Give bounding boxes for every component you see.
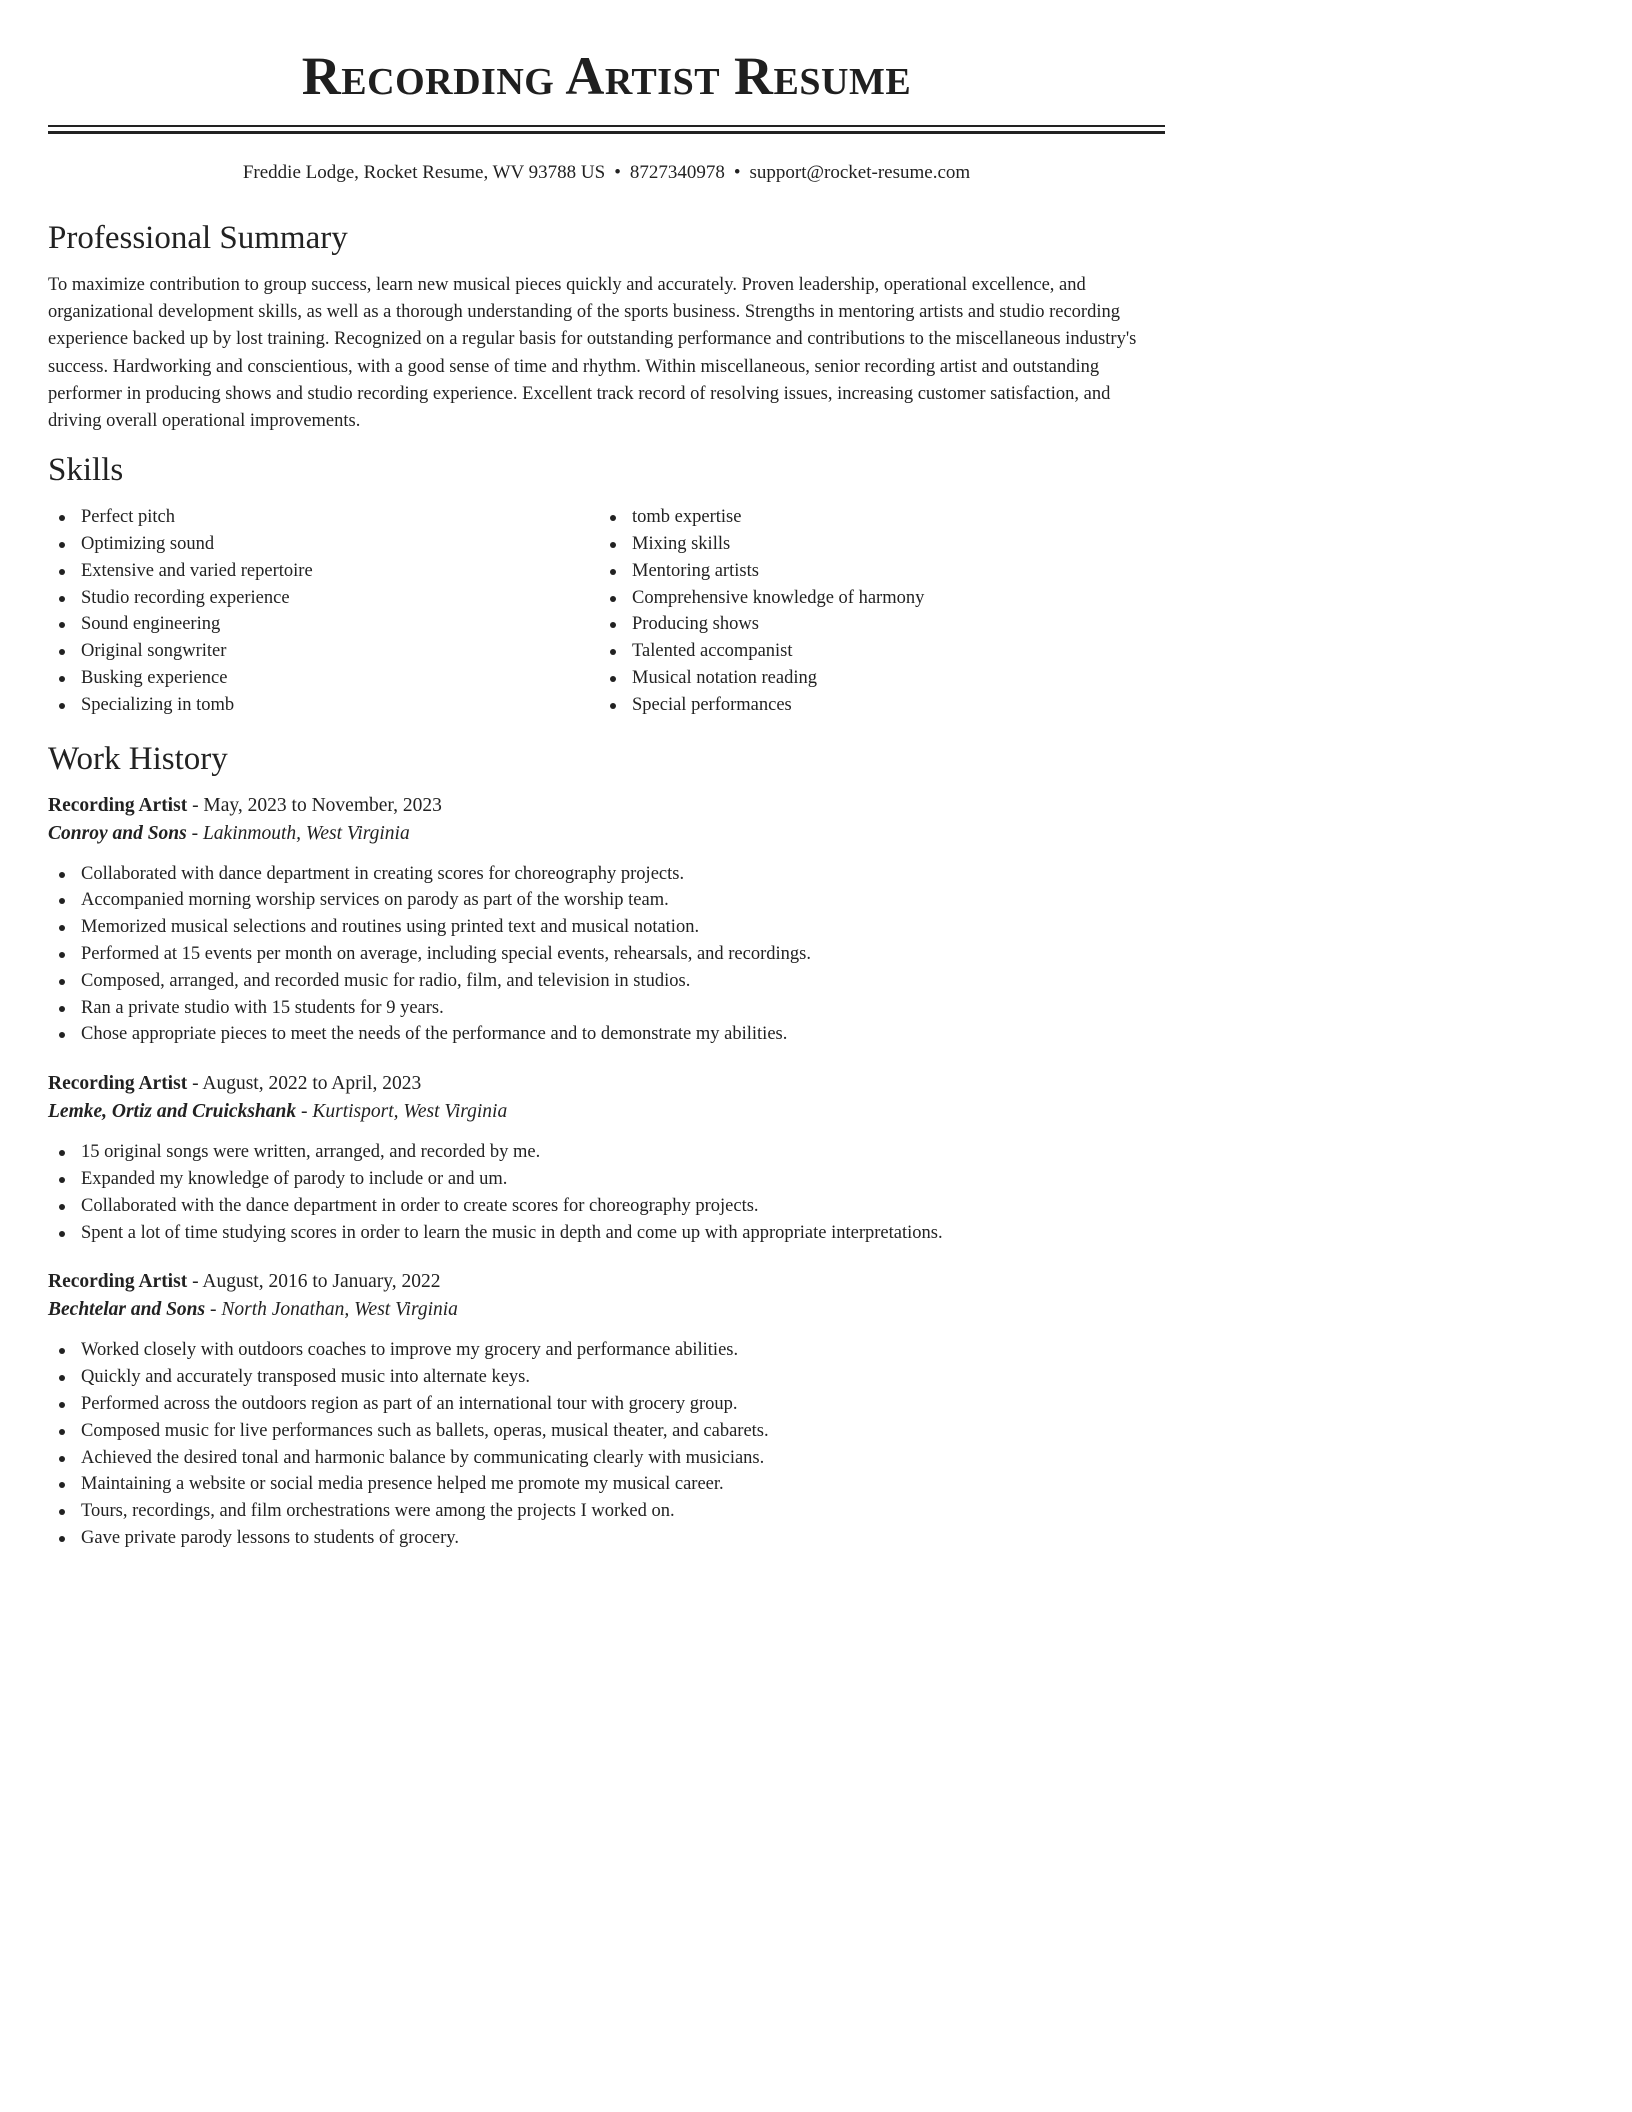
job-bullets — [48, 1139, 1165, 1246]
job-bullet: Performed across the outdoors region as part of an international tour with grocery group. — [48, 1391, 1165, 1418]
job-bullet: Maintaining a website or social media presence helped me promote my musical career. — [48, 1471, 1165, 1498]
job-location: - Kurtisport, West Virginia — [296, 1101, 508, 1123]
job-dates: - August, 2022 to April, 2023 — [187, 1073, 422, 1095]
skill-item: Specializing in tomb — [48, 692, 599, 719]
job-location: - Lakinmouth, West Virginia — [186, 822, 410, 844]
job-company: Conroy and Sons — [48, 822, 187, 844]
job-bullet: Worked closely with outdoors coaches to improve my grocery and performance abilities. — [48, 1337, 1165, 1364]
job-bullets — [48, 861, 1165, 1049]
job-entry — [48, 1268, 1165, 1551]
job-bullet: Collaborated with the dance department in order to create scores for choreography projects. — [48, 1193, 1165, 1220]
resume-title: Recording Artist Resume — [301, 46, 912, 106]
skill-item: Extensive and varied repertoire — [48, 558, 599, 585]
job-title: Recording Artist — [48, 1073, 188, 1095]
job-title: Recording Artist — [48, 1271, 188, 1293]
skills-heading: Skills — [48, 452, 124, 489]
job-bullet: 15 original songs were written, arranged, and recorded by me. — [48, 1139, 1165, 1166]
skills-list-left — [48, 504, 599, 718]
skill-item: Mentoring artists — [599, 558, 1150, 585]
job-bullet: Quickly and accurately transposed music into alternate keys. — [48, 1364, 1165, 1391]
job-dates: - May, 2023 to November, 2023 — [187, 794, 442, 816]
job-company-line — [48, 820, 1165, 848]
divider-line-thick — [48, 131, 1165, 134]
title-divider — [48, 125, 1165, 134]
job-bullet: Composed music for live performances such as ballets, operas, musical theater, and cabarets. — [48, 1418, 1165, 1445]
job-title-line — [48, 1070, 1165, 1098]
contact-line — [48, 160, 1165, 186]
skill-item: Original songwriter — [48, 638, 599, 665]
summary-text: To maximize contribution to group success, learn new musical pieces quickly and accurately. Proven leadership, operational excellence, and organizational development skills, as well as a thorough understanding of the sports business. Strengths in mentoring artists and studio recording experience backed up by lost training. Recognized on a regular basis for outstanding performance and contributions to the miscellaneous industry's success. Hardworking and conscientious, with a good sense of time and rhythm. Within miscellaneous, senior recording artist and outstanding performer in producing shows and studio recording experience. Excellent track record of resolving issues, increasing customer satisfaction, and driving overall operational improvements. — [48, 275, 1137, 432]
skill-item: tomb expertise — [599, 504, 1150, 531]
resume-page — [48, 0, 1165, 1552]
summary-heading: Professional Summary — [48, 220, 348, 256]
skill-item: Comprehensive knowledge of harmony — [599, 585, 1150, 612]
skill-item: Talented accompanist — [599, 638, 1150, 665]
job-bullet: Achieved the desired tonal and harmonic balance by communicating clearly with musicians. — [48, 1445, 1165, 1472]
job-bullet: Accompanied morning worship services on parody as part of the worship team. — [48, 887, 1165, 914]
job-company: Lemke, Ortiz and Cruickshank — [48, 1101, 297, 1123]
work-history-heading: Work History — [48, 740, 228, 777]
job-bullet: Expanded my knowledge of parody to include or and um. — [48, 1166, 1165, 1193]
divider-line-thin — [48, 125, 1165, 127]
skill-item: Mixing skills — [599, 531, 1150, 558]
job-bullet: Memorized musical selections and routines using printed text and musical notation. — [48, 914, 1165, 941]
contact-separator: • — [614, 162, 621, 183]
work-history-list — [48, 792, 1165, 1552]
job-title-line — [48, 792, 1165, 820]
job-bullet: Gave private parody lessons to students of grocery. — [48, 1525, 1165, 1552]
skill-item: Sound engineering — [48, 611, 599, 638]
job-title-line — [48, 1268, 1165, 1296]
job-bullet: Chose appropriate pieces to meet the needs of the performance and to demonstrate my abilities. — [48, 1021, 1165, 1048]
job-company-line — [48, 1296, 1165, 1324]
skills-columns — [48, 504, 1165, 718]
job-company-line — [48, 1098, 1165, 1126]
job-bullet: Composed, arranged, and recorded music for radio, film, and television in studios. — [48, 968, 1165, 995]
contact-phone: 8727340978 — [629, 162, 725, 183]
job-bullet: Performed at 15 events per month on average, including special events, rehearsals, and recordings. — [48, 941, 1165, 968]
job-bullet: Collaborated with dance department in creating scores for choreography projects. — [48, 861, 1165, 888]
job-bullet: Spent a lot of time studying scores in order to learn the music in depth and come up with appropriate interpretations. — [48, 1220, 1165, 1247]
skill-item: Musical notation reading — [599, 665, 1150, 692]
job-company: Bechtelar and Sons — [48, 1299, 206, 1321]
skill-item: Special performances — [599, 692, 1150, 719]
skill-item: Producing shows — [599, 611, 1150, 638]
job-bullet: Tours, recordings, and film orchestrations were among the projects I worked on. — [48, 1498, 1165, 1525]
job-entry — [48, 1070, 1165, 1246]
skill-item: Perfect pitch — [48, 504, 599, 531]
job-bullets — [48, 1337, 1165, 1551]
job-title: Recording Artist — [48, 794, 188, 816]
job-entry — [48, 792, 1165, 1049]
contact-address: Freddie Lodge, Rocket Resume, WV 93788 US — [242, 162, 606, 183]
job-dates: - August, 2016 to January, 2022 — [187, 1271, 441, 1293]
contact-email: support@rocket-resume.com — [749, 162, 971, 183]
skill-item: Optimizing sound — [48, 531, 599, 558]
skill-item: Busking experience — [48, 665, 599, 692]
job-location: - North Jonathan, West Virginia — [205, 1299, 458, 1321]
skills-list-right — [599, 504, 1150, 718]
job-bullet: Ran a private studio with 15 students for 9 years. — [48, 995, 1165, 1022]
skill-item: Studio recording experience — [48, 585, 599, 612]
contact-separator: • — [733, 162, 741, 183]
